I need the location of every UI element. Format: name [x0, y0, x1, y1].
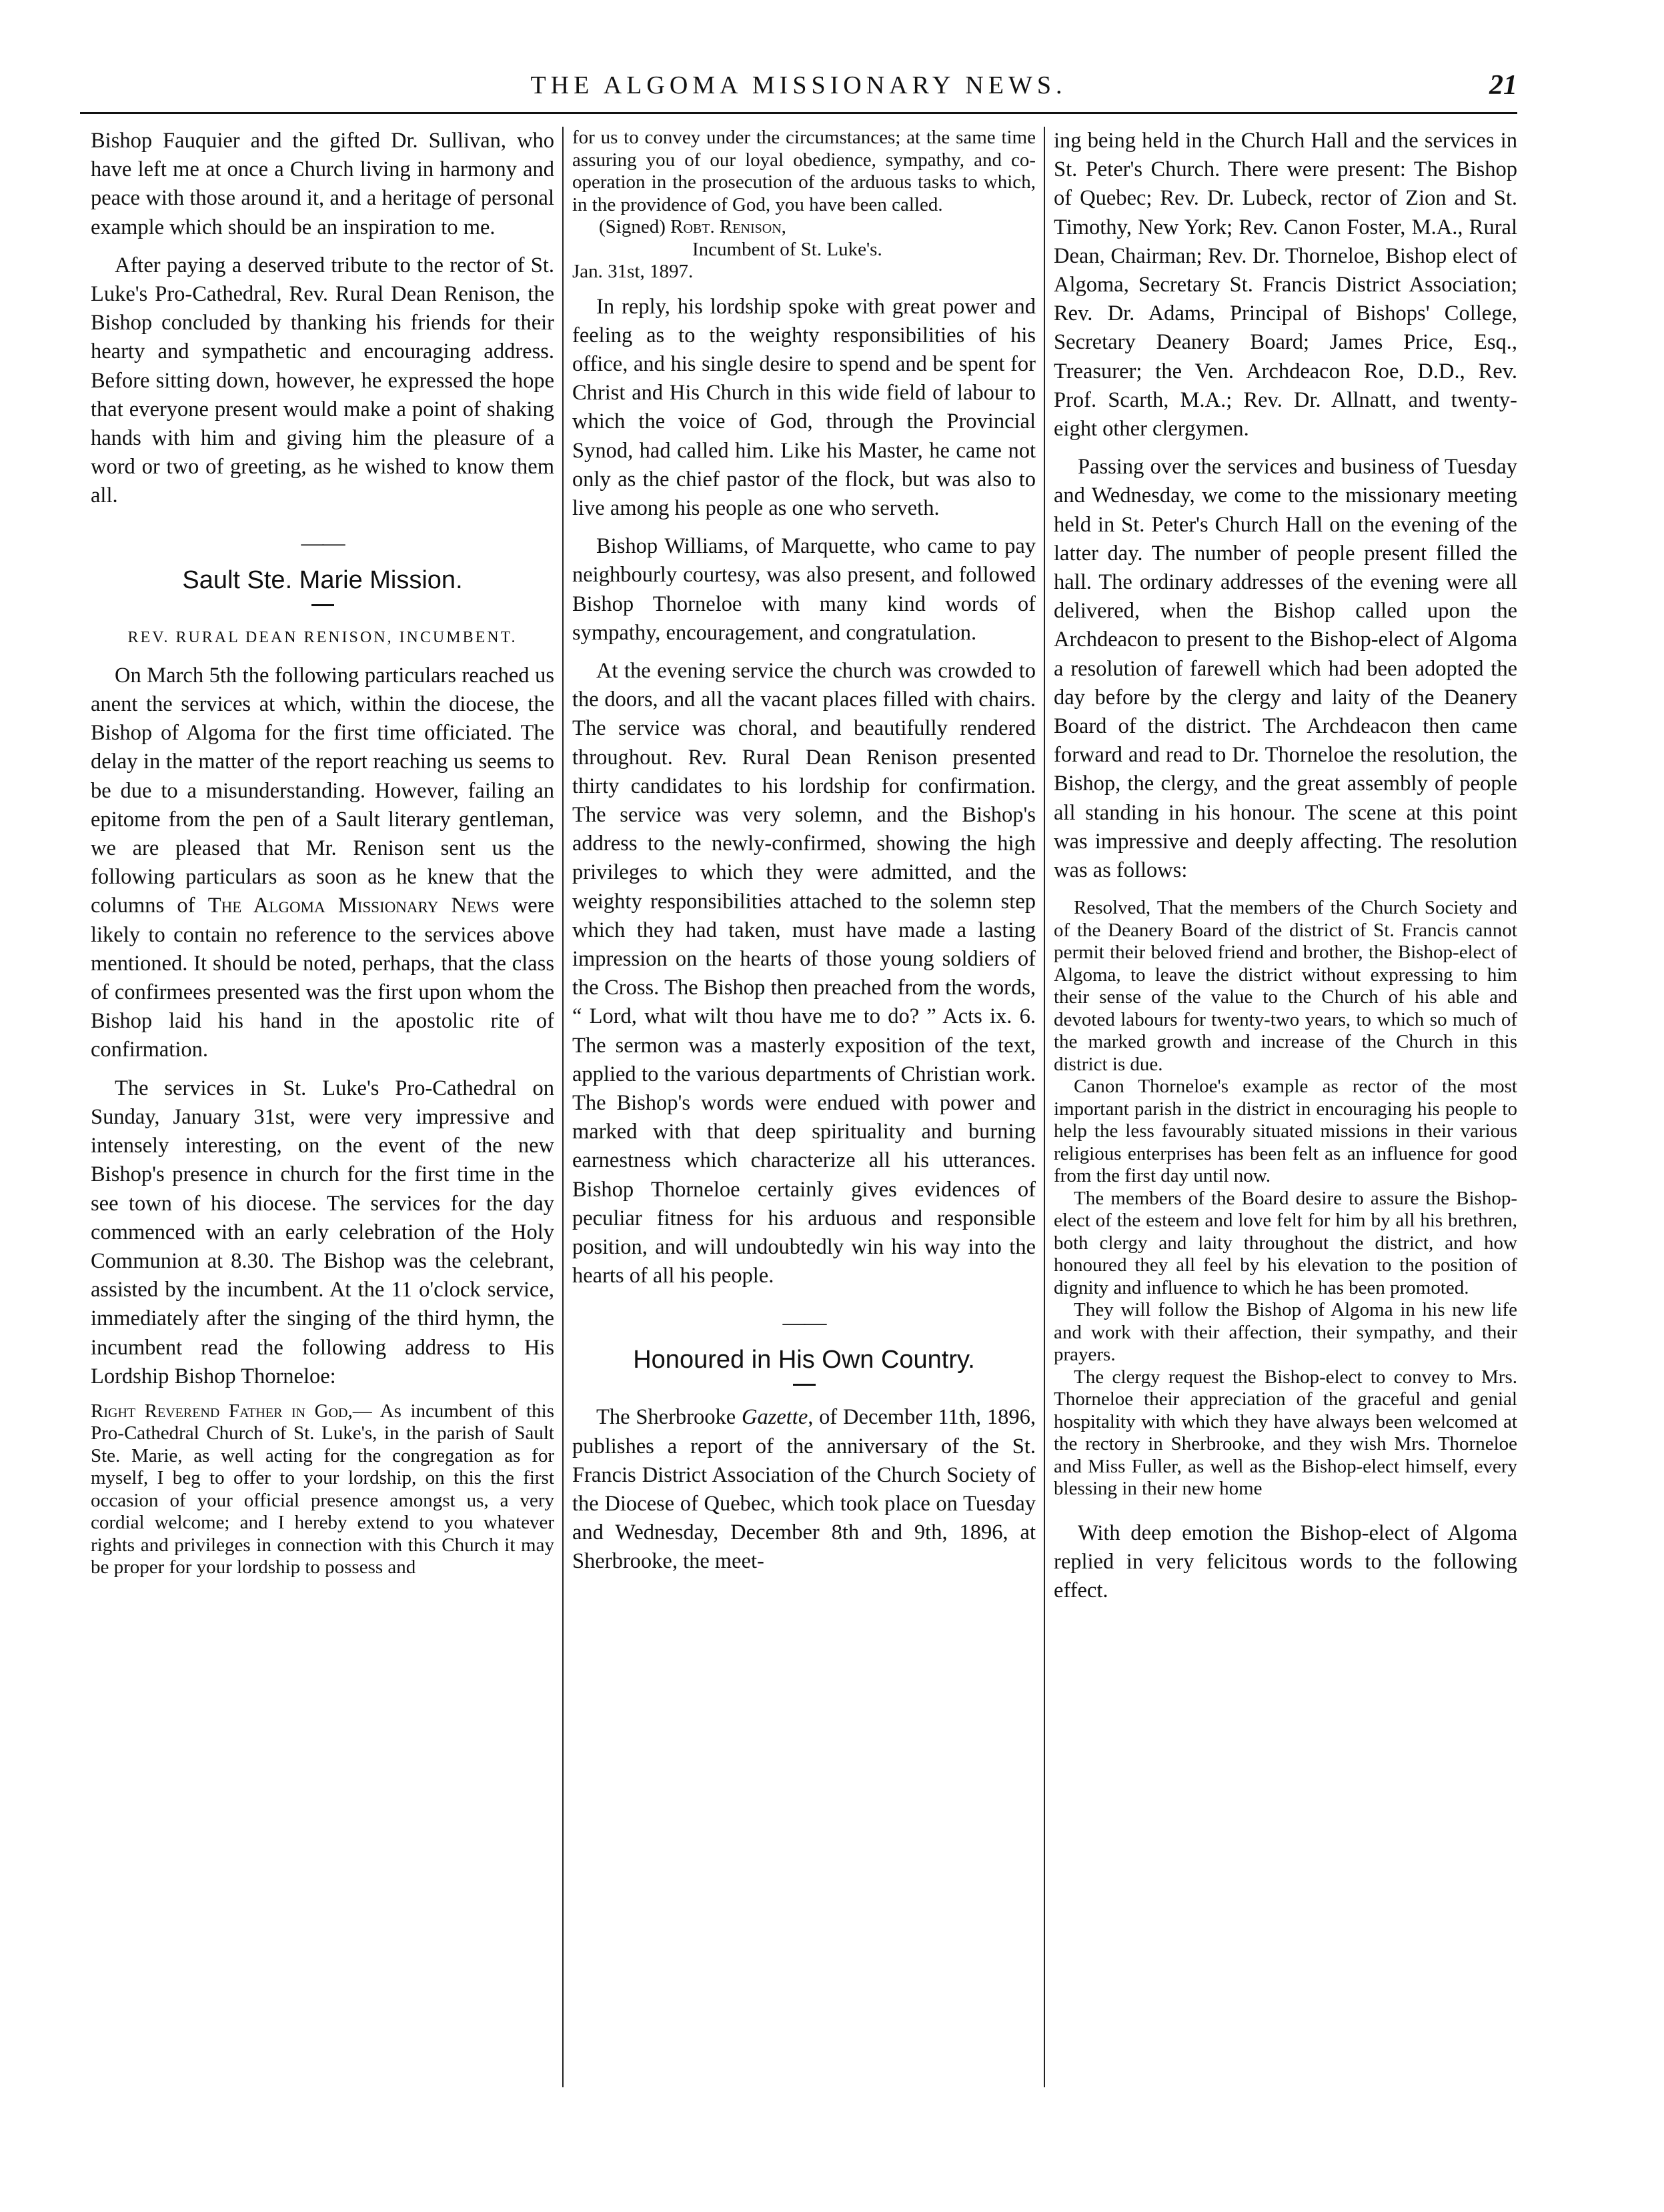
paragraph-text: , of December 11th, 1896, publishes a report of the anniversary of the St. Francis District Association of the Church Society of the Diocese of Quebec, which took place on Tuesday and Wednesday, December 8th and 9th, 1896, at Sherbrooke, the meet-: [572, 1405, 1036, 1574]
paragraph: In reply, his lordship spoke with great power and feeling as to the weighty responsibilities of his office, and his single desire to spend and be spent for Christ and His Church in this wide field of labour to which the voice of God, through the Provincial Synod, had called him. Like his Master, he came not only as the chief pastor of the flock, but was also to live among his people as one who serveth.: [572, 294, 1036, 520]
column-3: [1054, 127, 1517, 1605]
paragraph-text: The Sherbrooke: [596, 1405, 736, 1430]
paper-name: Gazette: [741, 1405, 808, 1430]
section-divider: ——: [782, 1310, 826, 1336]
resolution-paragraph: The members of the Board desire to assure the Bishop-elect of the esteem and love felt for him by all his brethren, both clergy and laity throughout the district, and how honoured they all feel by his elevation to the position of dignity and influence to which he has been promoted.: [1054, 1187, 1517, 1298]
heading-rule: [793, 1384, 816, 1386]
address-text: As incumbent of this Pro-Cathedral Church of St. Luke's, in the parish of Sault Ste. Marie, as well acting for the congregation as for myself, I beg to offer to your lordship, on this the first occasion of your official presence amongst us, a very cordial welcome; and I hereby extend to you whatever rights and privileges in connection with this Church it may be proper for your lordship to possess and: [91, 1400, 555, 1578]
running-title: THE ALGOMA MISSIONARY NEWS.: [530, 71, 1067, 99]
paragraph: After paying a deserved tribute to the rector of St. Luke's Pro-Cathedral, Rev. Rural Dean Renison, the Bishop concluded by thanking his friends for their hearty and sympathetic and encouraging address. Before sitting down, however, he expressed the hope that everyone present would make a point of shaking hands with him and giving him the pleasure of a word or two of greeting, as he wished to know them all.: [91, 253, 554, 508]
column-divider-right: [1044, 127, 1045, 2087]
signature-line: [572, 216, 1036, 239]
signed-date: Jan. 31st, 1897.: [572, 261, 694, 282]
resolution-paragraph: Canon Thorneloe's example as rector of the most important parish in the district in encouraging his people to help the less favourably situated missions in their various religious enterprises has been felt as an influence for good from the first day until now.: [1054, 1076, 1517, 1187]
paragraph: Passing over the services and business of Tuesday and Wednesday, we come to the missionary meeting held in St. Peter's Church Hall on the evening of the latter day. The number of people present filled the hall. The ordinary addresses of the evening were all delivered, when the Bishop called upon the Archdeacon to present to the Bishop-elect of Algoma a resolution of farewell which had been adopted the day before by the clergy and laity of the Deanery Board of the district. The Archdeacon then came forward and read to Dr. Thorneloe the resolution, the Bishop, the clergy, and the great assembly of people all standing in his honour. The scene at this point was impressive and deeply affecting. The resolution was as follows:: [1054, 455, 1517, 883]
paragraph: With deep emotion the Bishop-elect of Algoma replied in very felicitous words to the following effect.: [1054, 1520, 1517, 1603]
paragraph: The services in St. Luke's Pro-Cathedral on Sunday, January 31st, were very impressive and intensely interesting, on the event of the new Bishop's presence in church for the first time in the see town of his diocese. The services for the day commenced with an early celebration of the Holy Communion at 8.30. The Bishop was the celebrant, assisted by the incumbent. At the 11 o'clock service, immediately after the singing of the third hymn, the incumbent read the following address to His Lordship Bishop Thorneloe:: [91, 1076, 554, 1388]
paragraph: Bishop Williams, of Marquette, who came to pay neighbourly courtesy, was also present, and followed Bishop Thorneloe with many kind words of sympathy, encouragement, and congratulation.: [572, 534, 1036, 645]
address: [91, 1400, 554, 1579]
column-divider-left: [562, 127, 564, 2087]
column-1: [91, 127, 554, 1579]
paragraph: Bishop Fauquier and the gifted Dr. Sullivan, who have left me at once a Church living in harmony and peace with those around it, and a heritage of personal example which should be an inspiration to me.: [91, 129, 554, 239]
section-divider: ——: [301, 530, 344, 556]
paragraph-text: were likely to contain no reference to the services above mentioned. It should be noted, perhaps, that the class of confirmees presented was the first upon whom the Bishop laid his hand in the apostolic rite of confirmation.: [91, 894, 554, 1062]
address-block: [91, 1400, 554, 1579]
paper-name: The Algoma Missionary News: [207, 894, 500, 918]
signed-label: (Signed): [599, 216, 666, 237]
page-number: 21: [1489, 70, 1517, 101]
paragraph: At the evening service the church was crowded to the doors, and all the vacant places filled with chairs. The service was choral, and beautifully rendered throughout. Rev. Rural Dean Renison presented thirty candidates to his lordship for confirmation. The service was very solemn, and the Bishop's address to the newly-confirmed, showing the high privileges to which they were admitted, and the weighty responsibilities attached to the solemn step which they had taken, must have made a lasting impression on the hearts of those young soldiers of the Cross. The Bishop then preached from the words, “ Lord, what wilt thou have me to do? ” Acts ix. 6. The sermon was a masterly exposition of the text, applied to the various departments of Christian work. The Bishop's words were endued with power and marked with that deep spirituality and burning earnestness which characterize all his utterances. Bishop Thorneloe certainly gives evidences of peculiar fitness for his arduous and responsible position, and will undoubtedly win his way into the hearts of all his people.: [572, 658, 1036, 1288]
address-continued: [572, 127, 1036, 283]
section-heading: Honoured in His Own Country.: [633, 1346, 975, 1374]
address-salutation: Right Reverend Father in God,—: [91, 1400, 372, 1422]
header-rule: [80, 112, 1517, 114]
byline: REV. RURAL DEAN RENISON, INCUMBENT.: [127, 628, 518, 646]
resolution-block: [1054, 897, 1517, 1500]
section-heading: Sault Ste. Marie Mission.: [182, 566, 463, 594]
paragraph: ing being held in the Church Hall and the services in St. Peter's Church. There were present: The Bishop of Quebec; Rev. Dr. Lubeck, rector of Zion and St. Timothy, New York; Rev. Canon Foster, M.A., Rural Dean, Chairman; Rev. Dr. Thorneloe, Bishop elect of Algoma, Secretary St. Francis District Association; Rev. Dr. Adams, Principal of Bishops' College, Secretary Deanery Board; James Price, Esq., Treasurer; the Ven. Archdeacon Roe, D.D., Rev. Prof. Scarth, M.A.; Rev. Dr. Allnatt, and twenty-eight other clergymen.: [1054, 129, 1517, 441]
column-2: [572, 127, 1036, 1576]
page-header: [80, 64, 1517, 111]
address-text: for us to convey under the circumstances; at the same time assuring you of our loyal obedience, sympathy, and co-operation in the prosecution of the arduous tasks to which, in the providence of God, you have been called.: [572, 127, 1036, 215]
paragraph-text: On March 5th the following particulars reached us anent the services at which, within the diocese, the Bishop of Algoma for the first time officiated. The delay in the matter of the report reaching us seems to be due to a misunderstanding. However, failing an epitome from the pen of a Sault literary gentleman, we are pleased that Mr. Renison sent us the following particulars as soon as he knew that the columns of: [91, 663, 554, 918]
signed-title: Incumbent of St. Luke's.: [692, 238, 882, 260]
paragraph: [572, 1403, 1036, 1576]
resolution-paragraph: They will follow the Bishop of Algoma in his new life and work with their affection, their sympathy, and their prayers.: [1054, 1299, 1517, 1366]
signed-name: Robt. Renison,: [670, 216, 786, 237]
resolution-paragraph: The clergy request the Bishop-elect to convey to Mrs. Thorneloe their appreciation of the graceful and genial hospitality with which they have always been welcomed at the rectory in Sherbrooke, and they wish Mrs. Thorneloe and Miss Fuller, as well as the Bishop-elect himself, every blessing in their new home: [1054, 1366, 1517, 1500]
resolution-paragraph: Resolved, That the members of the Church Society and of the Deanery Board of the district of St. Francis cannot permit their beloved friend and brother, the Bishop-elect of Algoma, to leave the district without expressing to him their sense of the value to the Church of his able and devoted labours for twenty-two years, to which so much of the marked growth and increase of the Church in this district is due.: [1054, 897, 1517, 1075]
paragraph: [91, 662, 554, 1065]
heading-rule: [311, 604, 334, 606]
